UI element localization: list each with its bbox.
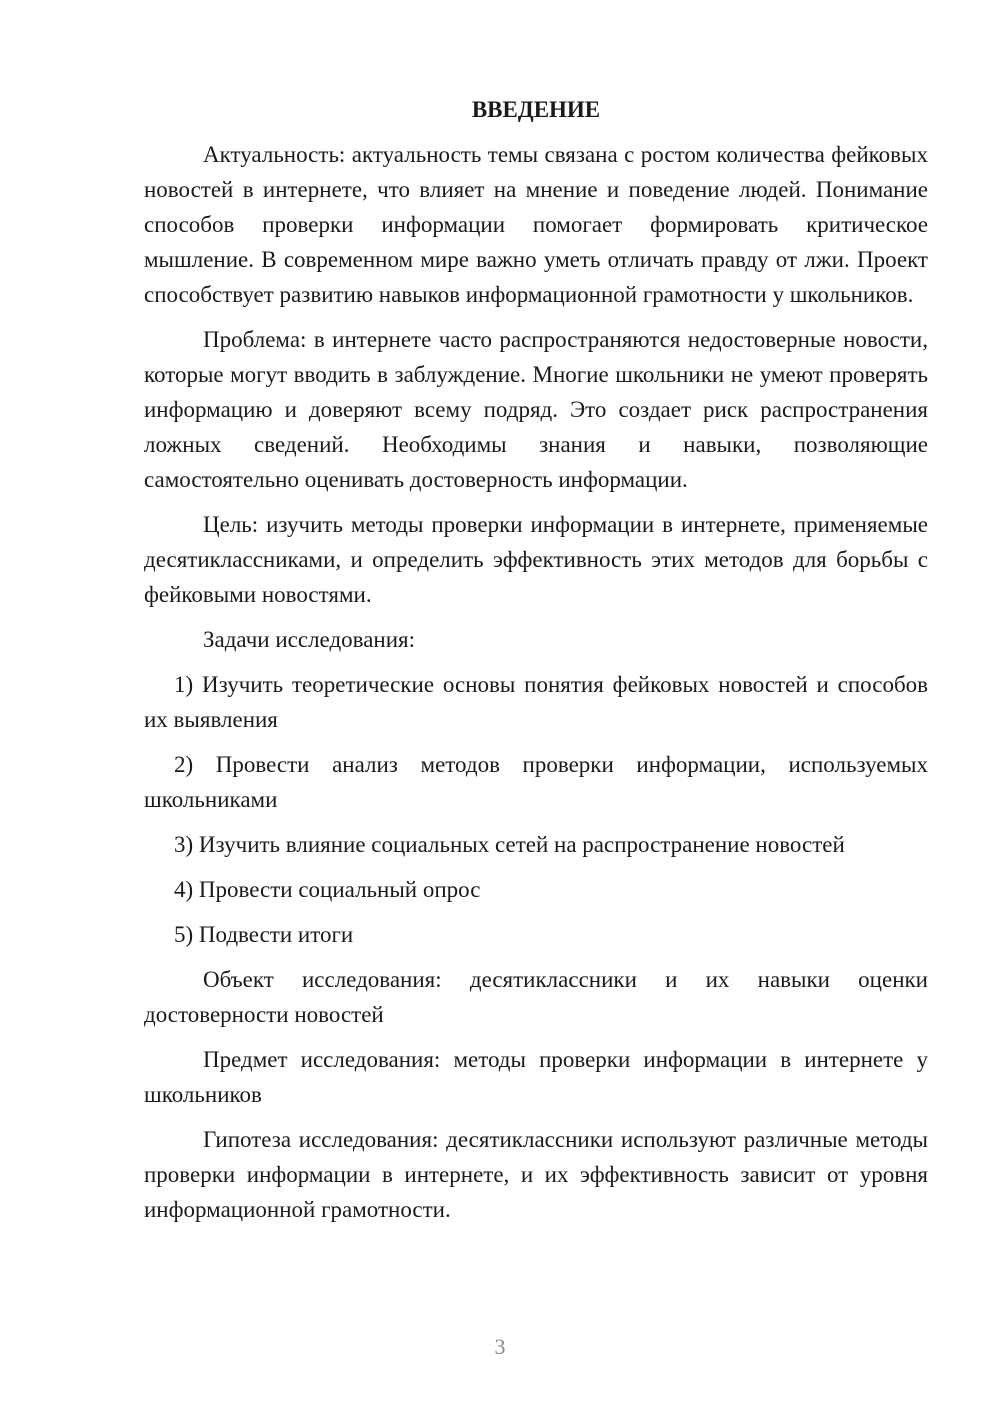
paragraph-object: Объект исследования: десятиклассники и их навыки оценки достоверности новостей [144,967,928,1027]
tasks-heading: Задачи исследования: [203,627,416,652]
task-item-4: 4) Провести социальный опрос [174,877,481,902]
paragraph-problem: Проблема: в интернете часто распространяются недостоверные новости, которые могут вводить в заблуждение. Многие школьники не умеют проверять информацию и доверяют всему подряд. Это создает риск распространения ложных сведений. Необходимы знания и навыки, позволяющие самостоятельно оценивать достоверность информации. [144,327,928,492]
paragraph-relevance: Актуальность: актуальность темы связана с ростом количества фейковых новостей в интернете, что влияет на мнение и поведение людей. Понимание способов проверки информации помогает формировать критическое мышление. В современном мире важно уметь отличать правду от лжи. Проект способствует развитию навыков информационной грамотности у школьников. [144,142,928,307]
document-page [144,92,928,1237]
task-item-5: 5) Подвести итоги [174,922,354,947]
paragraph-hypothesis: Гипотеза исследования: десятиклассники используют различные методы проверки информации в интернете, и их эффективность зависит от уровня информационной грамотности. [144,1127,928,1222]
page-number: 3 [494,1334,506,1359]
task-item-2: 2) Провести анализ методов проверки информации, используемых школьниками [144,752,928,812]
paragraph-subject: Предмет исследования: методы проверки информации в интернете у школьников [144,1047,928,1107]
task-item-1: 1) Изучить теоретические основы понятия фейковых новостей и способов их выявления [144,672,928,732]
paragraph-goal: Цель: изучить методы проверки информации в интернете, применяемые десятиклассниками, и определить эффективность этих методов для борьбы с фейковыми новостями. [144,512,928,607]
section-title: ВВЕДЕНИЕ [471,97,601,122]
task-item-3: 3) Изучить влияние социальных сетей на распространение новостей [174,832,845,857]
